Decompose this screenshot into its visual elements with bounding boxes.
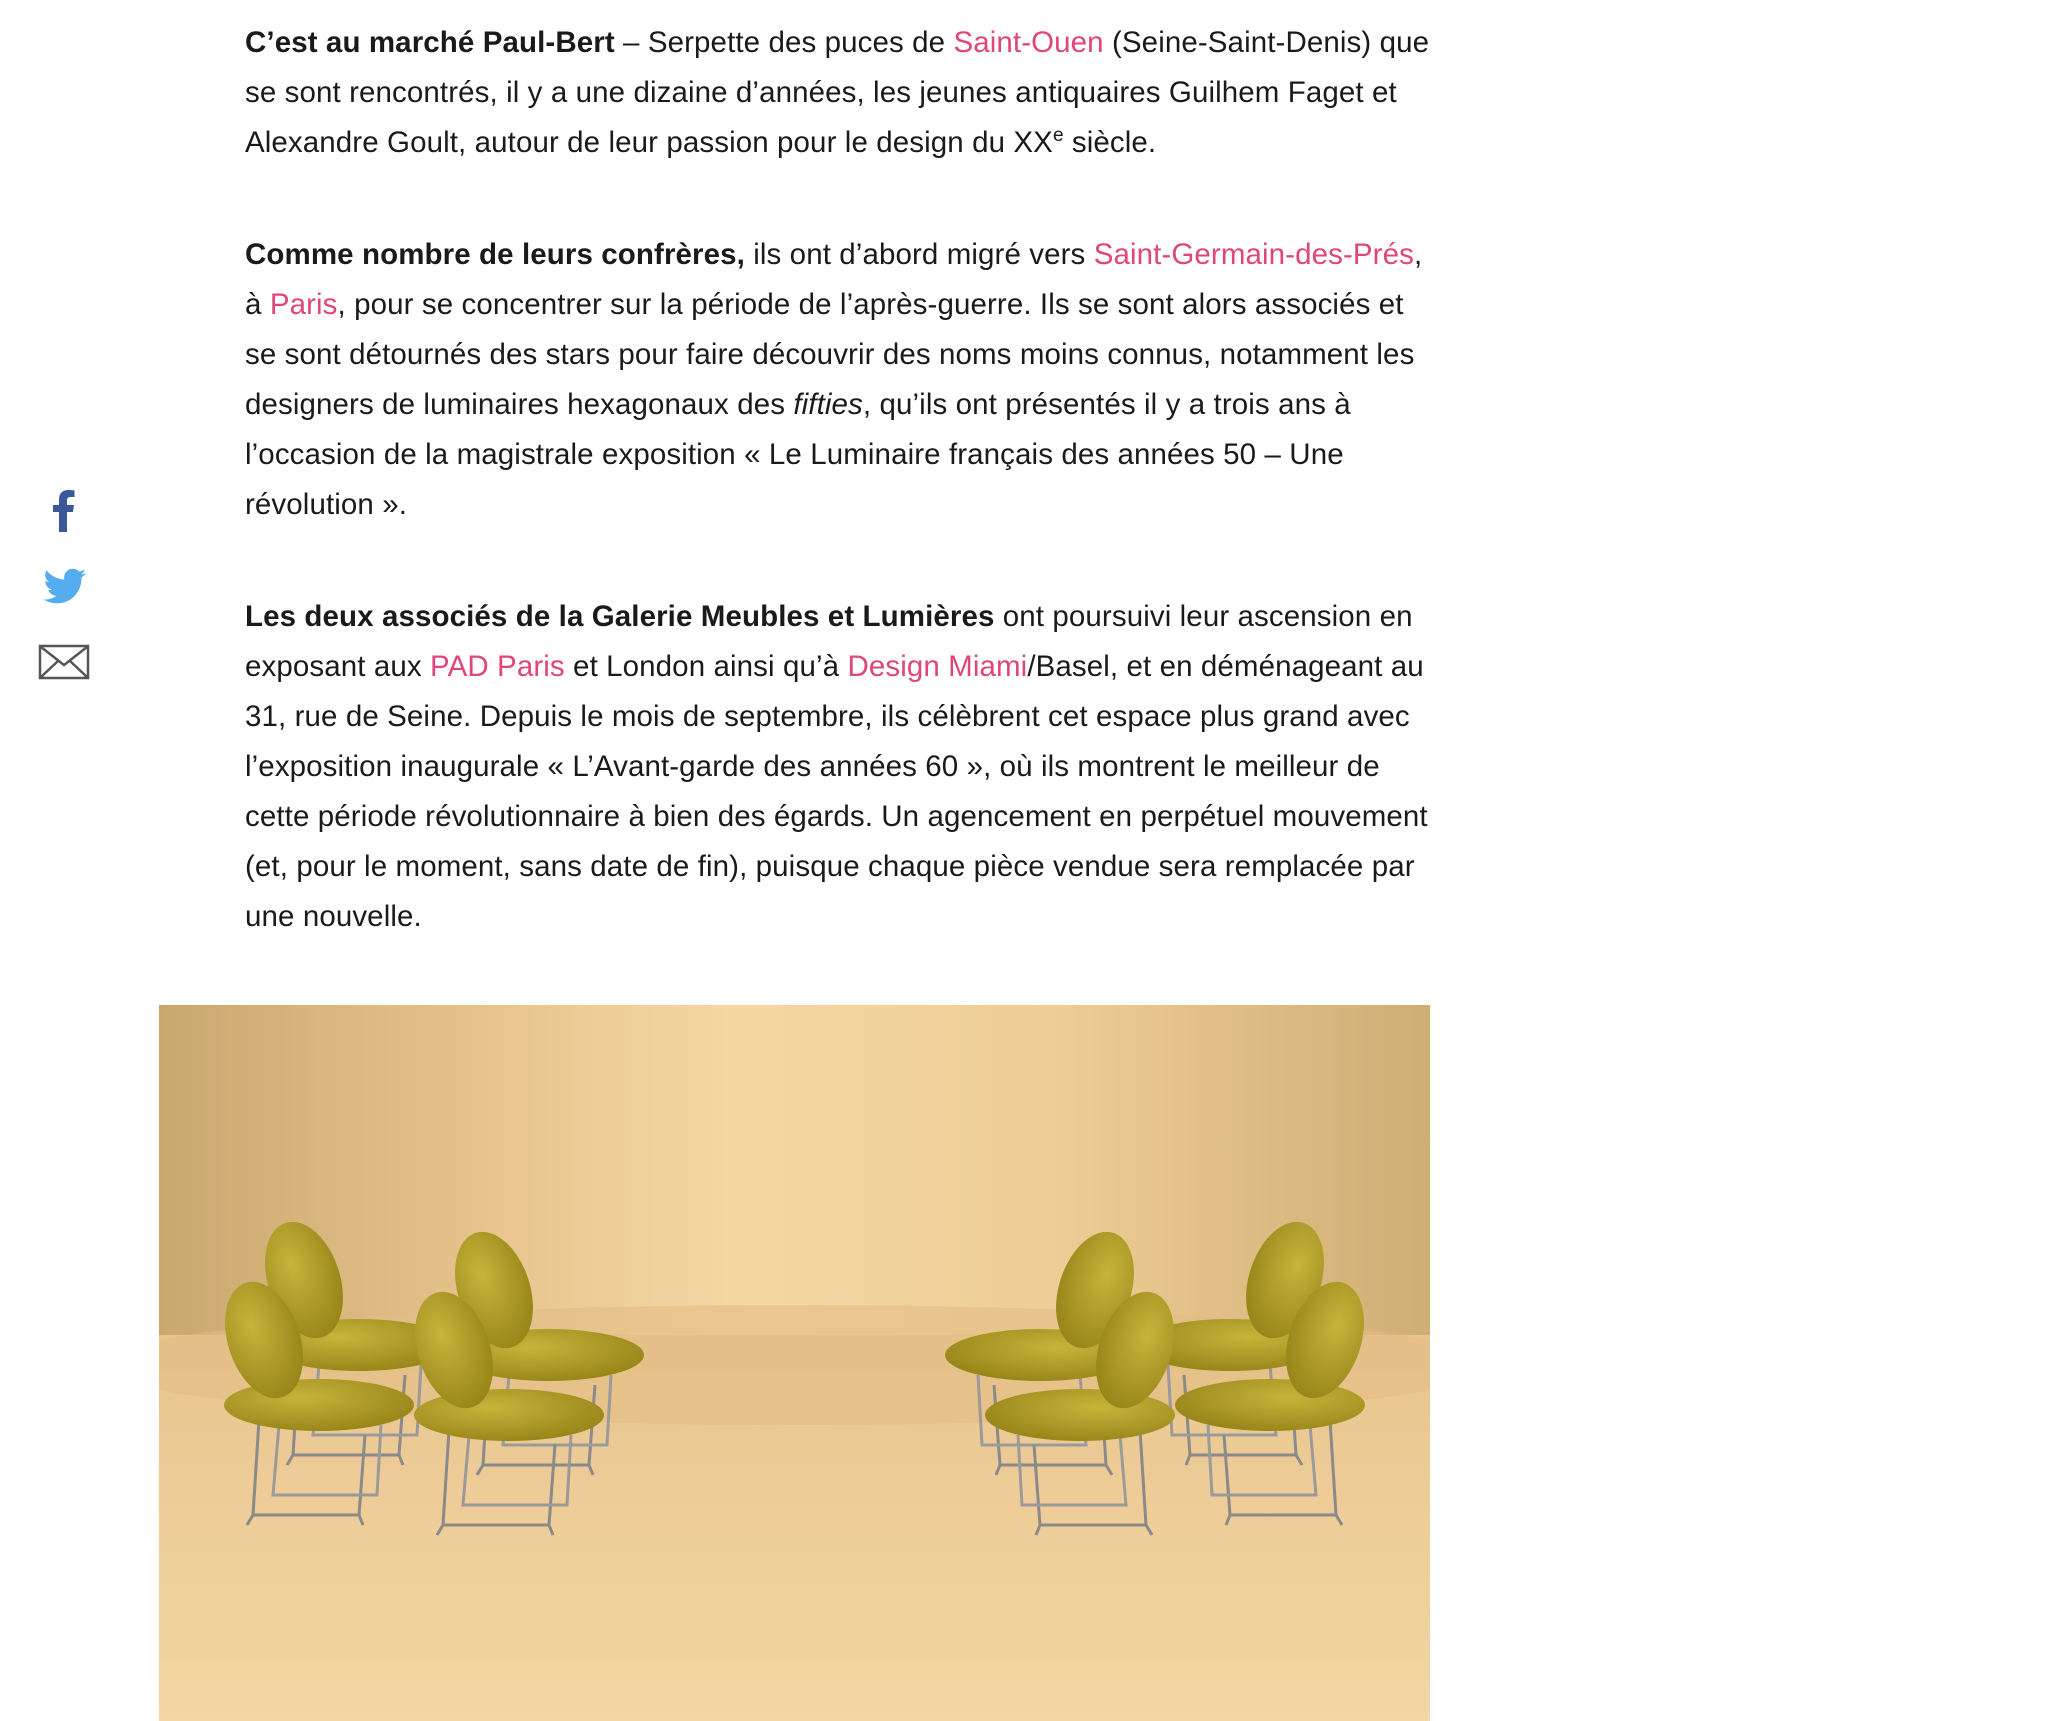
link-saint-germain-des-pres[interactable]: Saint-Germain-des-Prés (1093, 238, 1414, 271)
link-design-miami[interactable]: Design Miami (847, 650, 1028, 683)
share-bar (34, 480, 94, 708)
link-saint-ouen[interactable]: Saint-Ouen (953, 26, 1104, 59)
email-icon[interactable] (34, 632, 94, 692)
article-body (245, 18, 1440, 1004)
paragraph-lead: Les deux associés de la Galerie Meubles et Lumières (245, 600, 995, 633)
facebook-icon[interactable] (34, 480, 94, 540)
link-pad-paris[interactable]: PAD Paris (429, 650, 565, 683)
link-paris[interactable]: Paris (269, 288, 338, 321)
paragraph-2: Comme nombre de leurs confrères, ils ont d’abord migré vers Saint-Germain-des-Prés, à Paris, pour se concentrer sur la période de l’après-guerre. Ils se sont alors associés et se sont détournés des stars pour faire découvrir des noms moins connus, notamment les designers de luminaires hexagonaux des fifties, qu’ils ont présentés il y a trois ans à l’occasion de la magistrale exposition « Le Luminaire français des années 50 – Une révolution ». (245, 238, 1423, 521)
paragraph-lead: C’est au marché Paul-Bert (245, 26, 615, 59)
article-photo (159, 1005, 1430, 1721)
twitter-icon[interactable] (34, 556, 94, 616)
paragraph-lead: Comme nombre de leurs confrères, (245, 238, 745, 271)
paragraph-1: C’est au marché Paul-Bert – Serpette des puces de Saint-Ouen (Seine-Saint-Denis) que se sont rencontrés, il y a une dizaine d’années, les jeunes antiquaires Guilhem Faget et Alexandre Goult, autour de leur passion pour le design du XXe siècle. (245, 26, 1430, 159)
paragraph-3: Les deux associés de la Galerie Meubles et Lumières ont poursuivi leur ascension en exposant aux PAD Paris et London ainsi qu’à Design Miami/Basel, et en déménageant au 31, rue de Seine. Depuis le mois de septembre, ils célèbrent cet espace plus grand avec l’exposition inaugurale « L’Avant-garde des années 60 », où ils montrent le meilleur de cette période révolutionnaire à bien des égards. Un agencement en perpétuel mouvement (et, pour le moment, sans date de fin), puisque chaque pièce vendue sera remplacée par une nouvelle. (245, 600, 1428, 933)
